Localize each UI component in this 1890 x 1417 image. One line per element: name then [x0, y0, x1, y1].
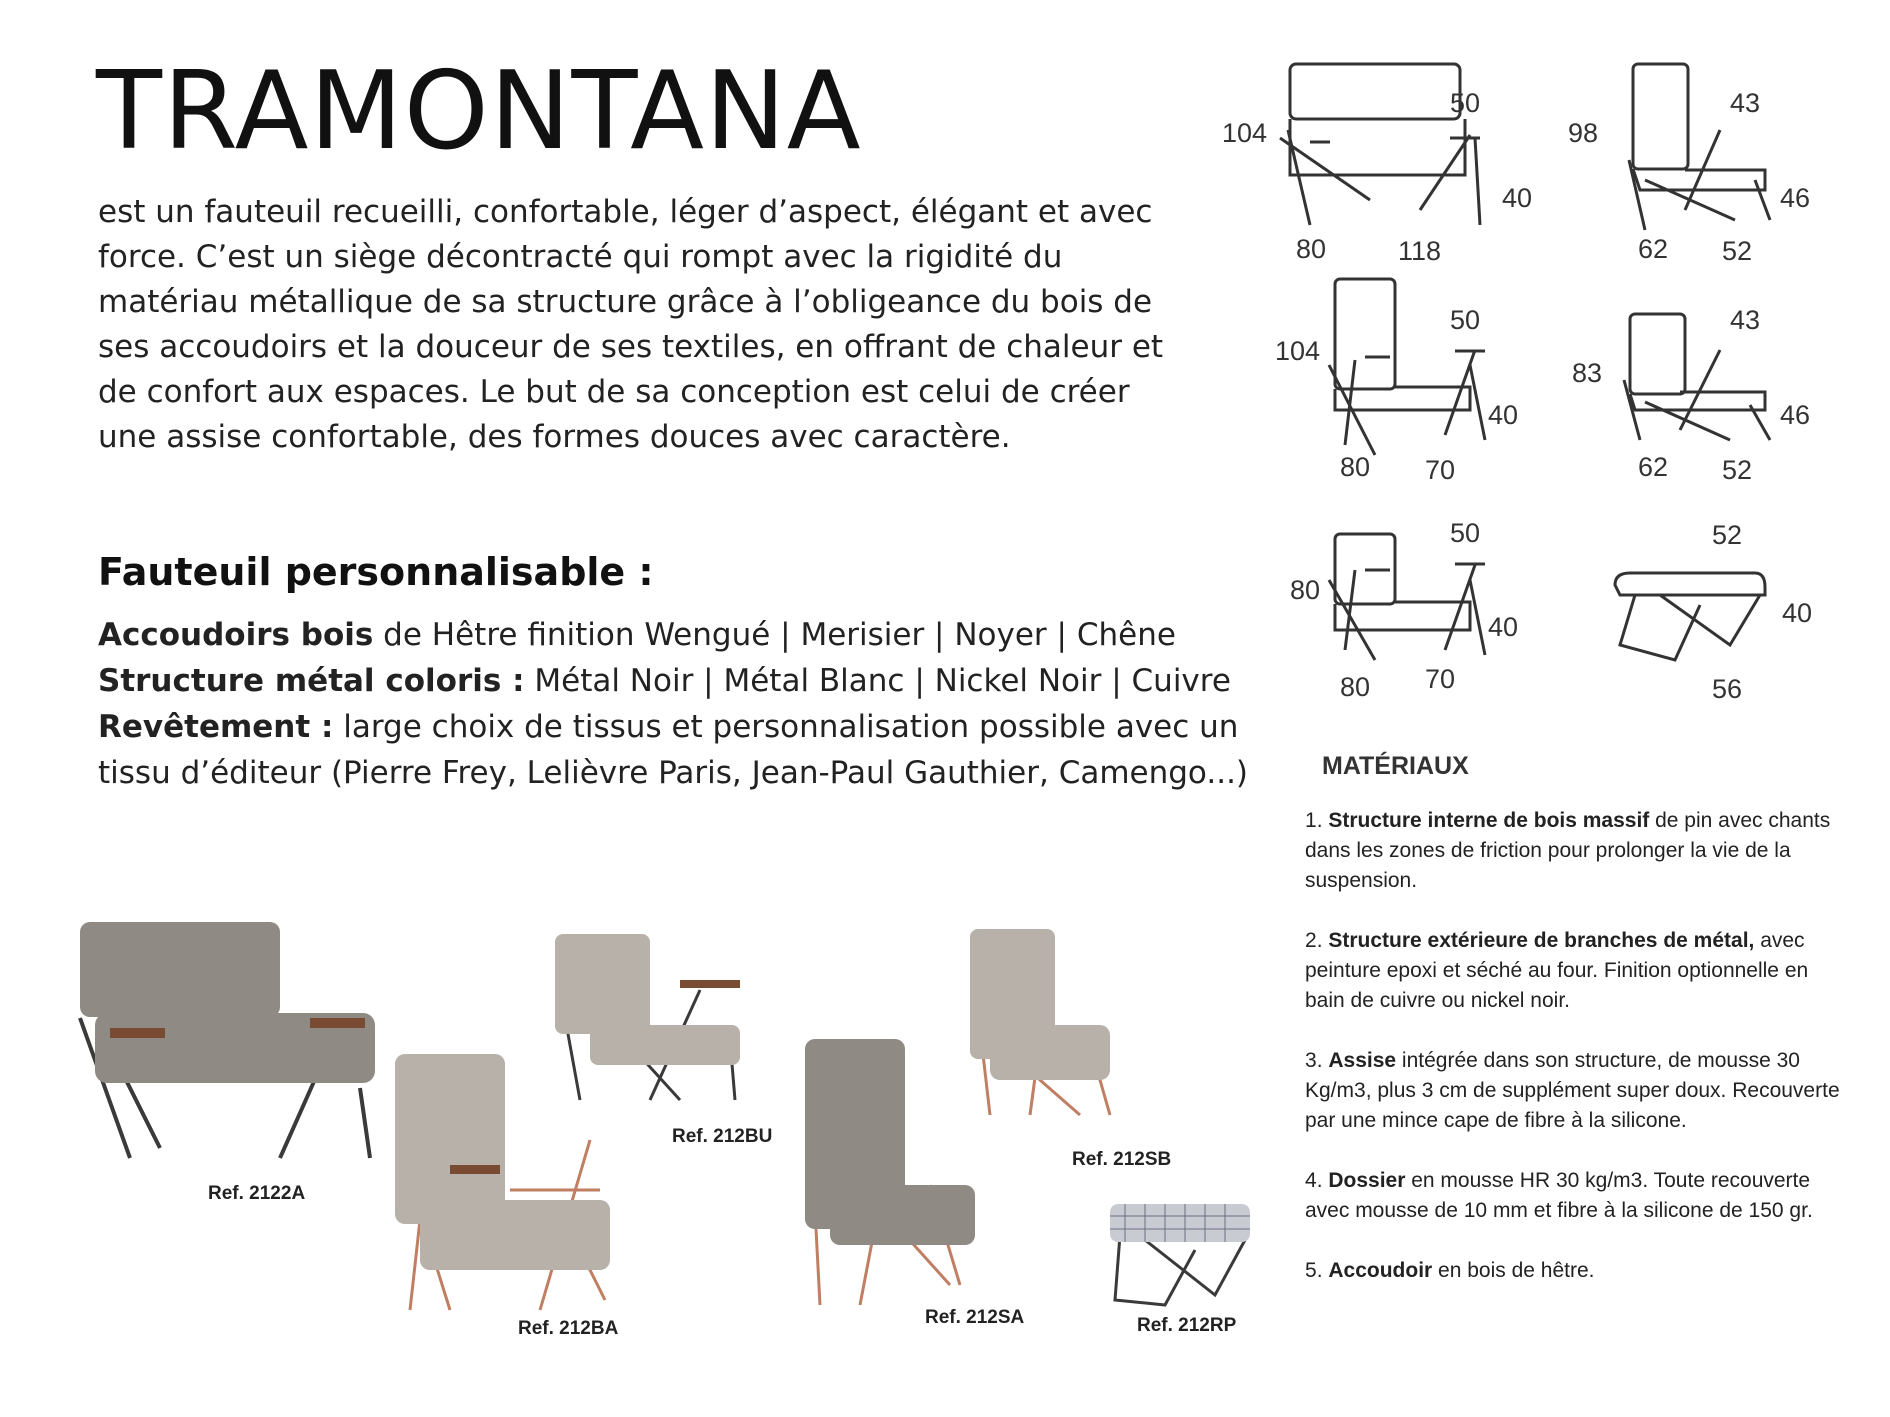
material-bold: Dossier: [1328, 1169, 1406, 1192]
ref-label: Ref. 212RP: [1137, 1315, 1237, 1336]
dim-width: 56: [1712, 674, 1743, 704]
material-item: 3. Assise intégrée dans son structure, de mousse 30 Kg/m3, plus 3 cm de supplément super doux. Recouverte par une mince cape de fibre à la silicone.: [1305, 1049, 1840, 1132]
custom-options: [98, 612, 1278, 796]
material-item: 2. Structure extérieure de branches de métal, avec peinture epoxi et séché au four. Finition optionnelle en bain de cuivre ou nickel noir.: [1305, 929, 1809, 1012]
drawing-footstool: [1610, 565, 1770, 675]
photo-chair-212BA: [390, 1050, 620, 1320]
dim-width: 52: [1722, 455, 1753, 485]
material-item: 4. Dossier en mousse HR 30 kg/m3. Toute recouverte avec mousse de 10 mm et fibre à la silicone de 150 gr.: [1305, 1169, 1813, 1222]
ref-label: Ref. 212BA: [518, 1318, 619, 1339]
dim-height: 104: [1275, 336, 1321, 366]
dim-seat: 46: [1780, 183, 1811, 213]
dim-seat: 40: [1488, 612, 1519, 642]
intro-paragraph: est un fauteuil recueilli, confortable, léger d’aspect, élégant et avec force. C’est un siège décontracté qui rompt avec la rigidité du matériau métallique de sa structure grâce à l’obligeance du bois de ses accoudoirs et la douceur de ses textiles, en offrant de chaleur et de confort aux espaces. Le but de sa conception est celui de créer une assise confortable, des formes douces avec caractère.: [98, 194, 1164, 455]
material-num: 4: [1305, 1169, 1317, 1192]
dim-arm: 43: [1730, 88, 1761, 118]
covering-label: Revêtement :: [98, 709, 334, 745]
material-bold: Structure extérieure de branches de métal,: [1328, 929, 1755, 952]
dim-height: 80: [1290, 575, 1321, 605]
dim-depth: 62: [1638, 234, 1669, 264]
materials-list: [1305, 806, 1845, 1316]
photo-chair-212SB: [960, 925, 1120, 1125]
dim-top: 52: [1712, 520, 1743, 550]
material-num: 2: [1305, 929, 1317, 952]
dim-depth: 80: [1340, 672, 1371, 702]
dim-arm: 50: [1450, 518, 1481, 548]
material-item: 5. Accoudoir en bois de hêtre.: [1305, 1259, 1595, 1282]
material-bold: Structure interne de bois massif: [1328, 809, 1650, 832]
dim-width: 52: [1722, 236, 1753, 266]
material-bold: Assise: [1328, 1049, 1397, 1072]
drawing-chair-50-80: [1325, 530, 1505, 680]
dim-width: 70: [1425, 455, 1456, 485]
structure-option: [98, 658, 1278, 704]
material-num: 5: [1305, 1259, 1317, 1282]
ref-label: Ref. 212BU: [672, 1126, 773, 1147]
ref-label: Ref. 212SB: [1072, 1149, 1172, 1170]
structure-value: Métal Noir | Métal Blanc | Nickel Noir | Cuivre: [524, 663, 1231, 699]
material-text: en bois de hêtre.: [1432, 1259, 1595, 1282]
dim-height: 40: [1782, 598, 1813, 628]
dim-height: 104: [1222, 118, 1268, 148]
dim-depth: 62: [1638, 452, 1669, 482]
dim-height: 98: [1568, 118, 1599, 148]
material-item: 1. Structure interne de bois massif de pin avec chants dans les zones de friction pour prolonger la vie de la suspension.: [1305, 809, 1831, 892]
dim-depth: 80: [1340, 452, 1371, 482]
photo-sofa-2122A: [70, 918, 390, 1168]
dim-seat: 40: [1488, 400, 1519, 430]
materials-heading: MATÉRIAUX: [1322, 752, 1469, 780]
armrests-label: Accoudoirs bois: [98, 617, 374, 653]
structure-label: Structure métal coloris :: [98, 663, 525, 699]
dim-arm: 43: [1730, 305, 1761, 335]
material-bold: Accoudoir: [1328, 1259, 1433, 1282]
dim-width: 70: [1425, 664, 1456, 694]
ref-label: Ref. 2122A: [208, 1183, 306, 1204]
material-num: 1: [1305, 809, 1317, 832]
photo-footstool-212RP: [1105, 1200, 1255, 1310]
custom-heading: Fauteuil personnalisable :: [98, 550, 654, 594]
material-text: avec peinture epoxi et séché au four. Finition optionnelle en bain de cuivre ou nickel noir.: [1305, 929, 1809, 1012]
dim-height: 83: [1572, 358, 1603, 388]
dim-depth: 80: [1296, 234, 1327, 264]
armrests-option: [98, 612, 1278, 658]
material-text: en mousse HR 30 kg/m3. Toute recouverte avec mousse de 10 mm et fibre à la silicone de 150 gr.: [1305, 1169, 1813, 1222]
material-text: de pin avec chants dans les zones de friction pour prolonger la vie de la suspension.: [1305, 809, 1831, 892]
dim-arm: 50: [1450, 305, 1481, 335]
page-title: TRAMONTANA: [96, 49, 862, 174]
dim-arm: 50: [1450, 88, 1481, 118]
material-num: 3: [1305, 1049, 1317, 1072]
material-text: intégrée dans son structure, de mousse 30 Kg/m3, plus 3 cm de supplément super doux. Recouverte par une mince cape de fibre à la silicone.: [1305, 1049, 1840, 1132]
ref-label: Ref. 212SA: [925, 1307, 1025, 1328]
dim-width: 118: [1398, 236, 1442, 266]
covering-value: large choix de tissus et personnalisation possible avec un tissu d’éditeur (Pierre Frey, Lelièvre Paris, Jean-Paul Gauthier, Camengo...): [98, 709, 1249, 791]
dim-seat: 40: [1502, 183, 1533, 213]
dim-seat: 46: [1780, 400, 1811, 430]
photo-chair-212SA: [800, 1035, 980, 1310]
covering-option: [98, 704, 1278, 796]
armrests-value: de Hêtre finition Wengué | Merisier | Noyer | Chêne: [373, 617, 1176, 653]
